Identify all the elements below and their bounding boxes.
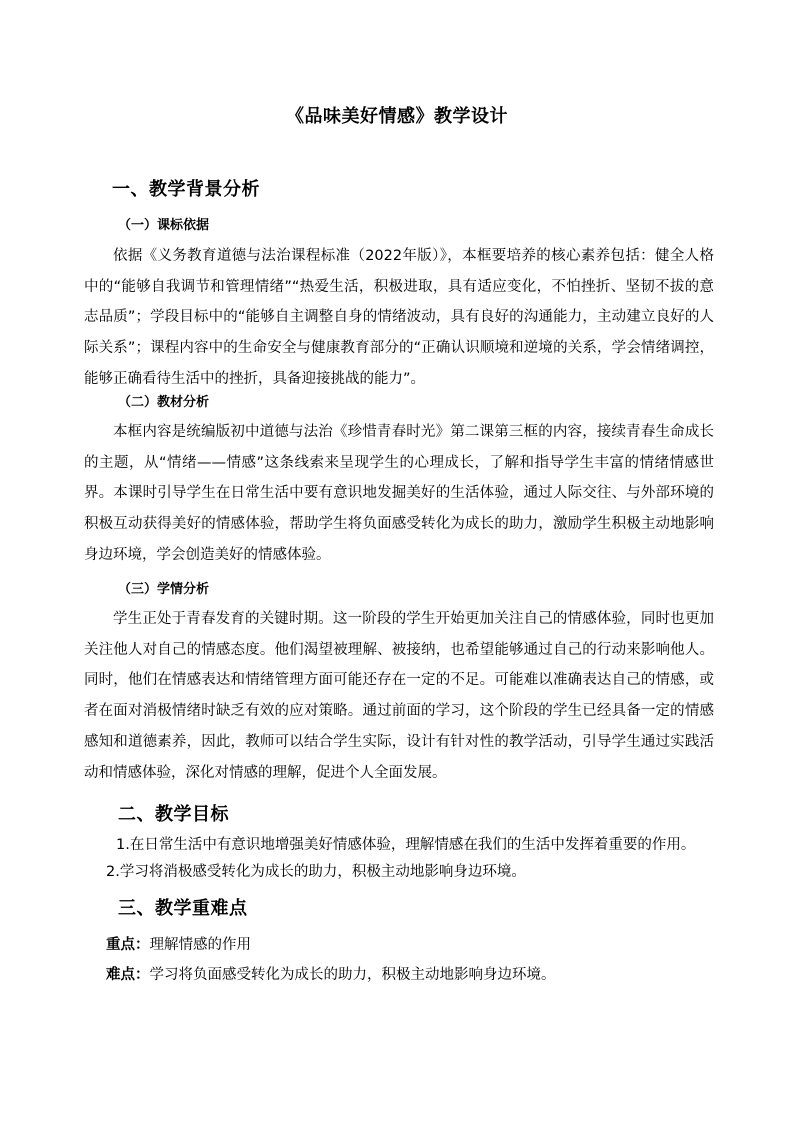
subsection-heading-student-analysis: （三）学情分析 xyxy=(118,582,210,597)
subsection-heading-textbook: （二）教材分析 xyxy=(118,395,210,410)
difficult-point-line xyxy=(106,963,556,984)
key-point-text: 理解情感的作用 xyxy=(149,937,251,953)
key-point-label: 重点： xyxy=(106,937,150,953)
paragraph-curriculum: 依据《义务教育道德与法治课程标准（2022年版）》，本框要培养的核心素养包括：健全人格中的“能够自我调节和管理情绪”“热爱生活，积极进取，具有适应变化，不怕挫折、坚韧不拔的意志品质”；学段目标中的“能够自主调整自身的情绪波动，具有良好的沟通能力，主动建立良好的人际关系”；课程内容中的生命安全与健康教育部分的“正确认识顺境和逆境的关系，学会情绪调控，能够正确看待生活中的挫折，具备迎接挑战的能力”。 xyxy=(84,248,714,387)
difficult-point-text: 学习将负面感受转化为成长的助力，积极主动地影响身边环境。 xyxy=(149,967,556,983)
objective-item-1: 1.在日常生活中有意识地增强美好情感体验，理解情感在我们的生活中发挥着重要的作用。 xyxy=(116,837,696,853)
paragraph-textbook: 本框内容是统编版初中道德与法治《珍惜青春时光》第二课第三框的内容，接续青春生命成长的主题，从“情绪——情感”这条线索来呈现学生的心理成长，了解和指导学生丰富的情绪情感世界。本课时引导学生在日常生活中要有意识地发掘美好的生活体验，通过人际交往、与外部环境的积极互动获得美好的情感体验，帮助学生将负面感受转化为成长的助力，激励学生积极主动地影响身边环境，学会创造美好的情感体验。 xyxy=(84,424,714,563)
subsection-heading-curriculum: （一）课标依据 xyxy=(118,218,210,233)
objective-item-2: 2.学习将消极感受转化为成长的助力，积极主动地影响身边环境。 xyxy=(106,864,526,880)
section-heading-objectives: 二、教学目标 xyxy=(118,804,229,825)
section-heading-background: 一、教学背景分析 xyxy=(112,179,260,200)
paragraph-student-analysis: 学生正处于青春发育的关键时期。这一阶段的学生开始更加关注自己的情感体验，同时也更加关注他人对自己的情感态度。他们渴望被理解、被接纳，也希望能够通过自己的行动来影响他人。同时，他们在情感表达和情绪管理方面可能还存在一定的不足。可能难以准确表达自己的情感，或者在面对消极情绪时缺乏有效的应对策略。通过前面的学习，这个阶段的学生已经具备一定的情感感知和道德素养，因此，教师可以结合学生实际，设计有针对性的教学活动，引导学生通过实践活动和情感体验，深化对情感的理解，促进个人全面发展。 xyxy=(84,611,714,781)
key-point-line xyxy=(106,933,251,954)
document-title: 《品味美好情感》教学设计 xyxy=(286,106,508,127)
difficult-point-label: 难点： xyxy=(106,967,150,983)
section-heading-key-points: 三、教学重难点 xyxy=(118,898,248,919)
